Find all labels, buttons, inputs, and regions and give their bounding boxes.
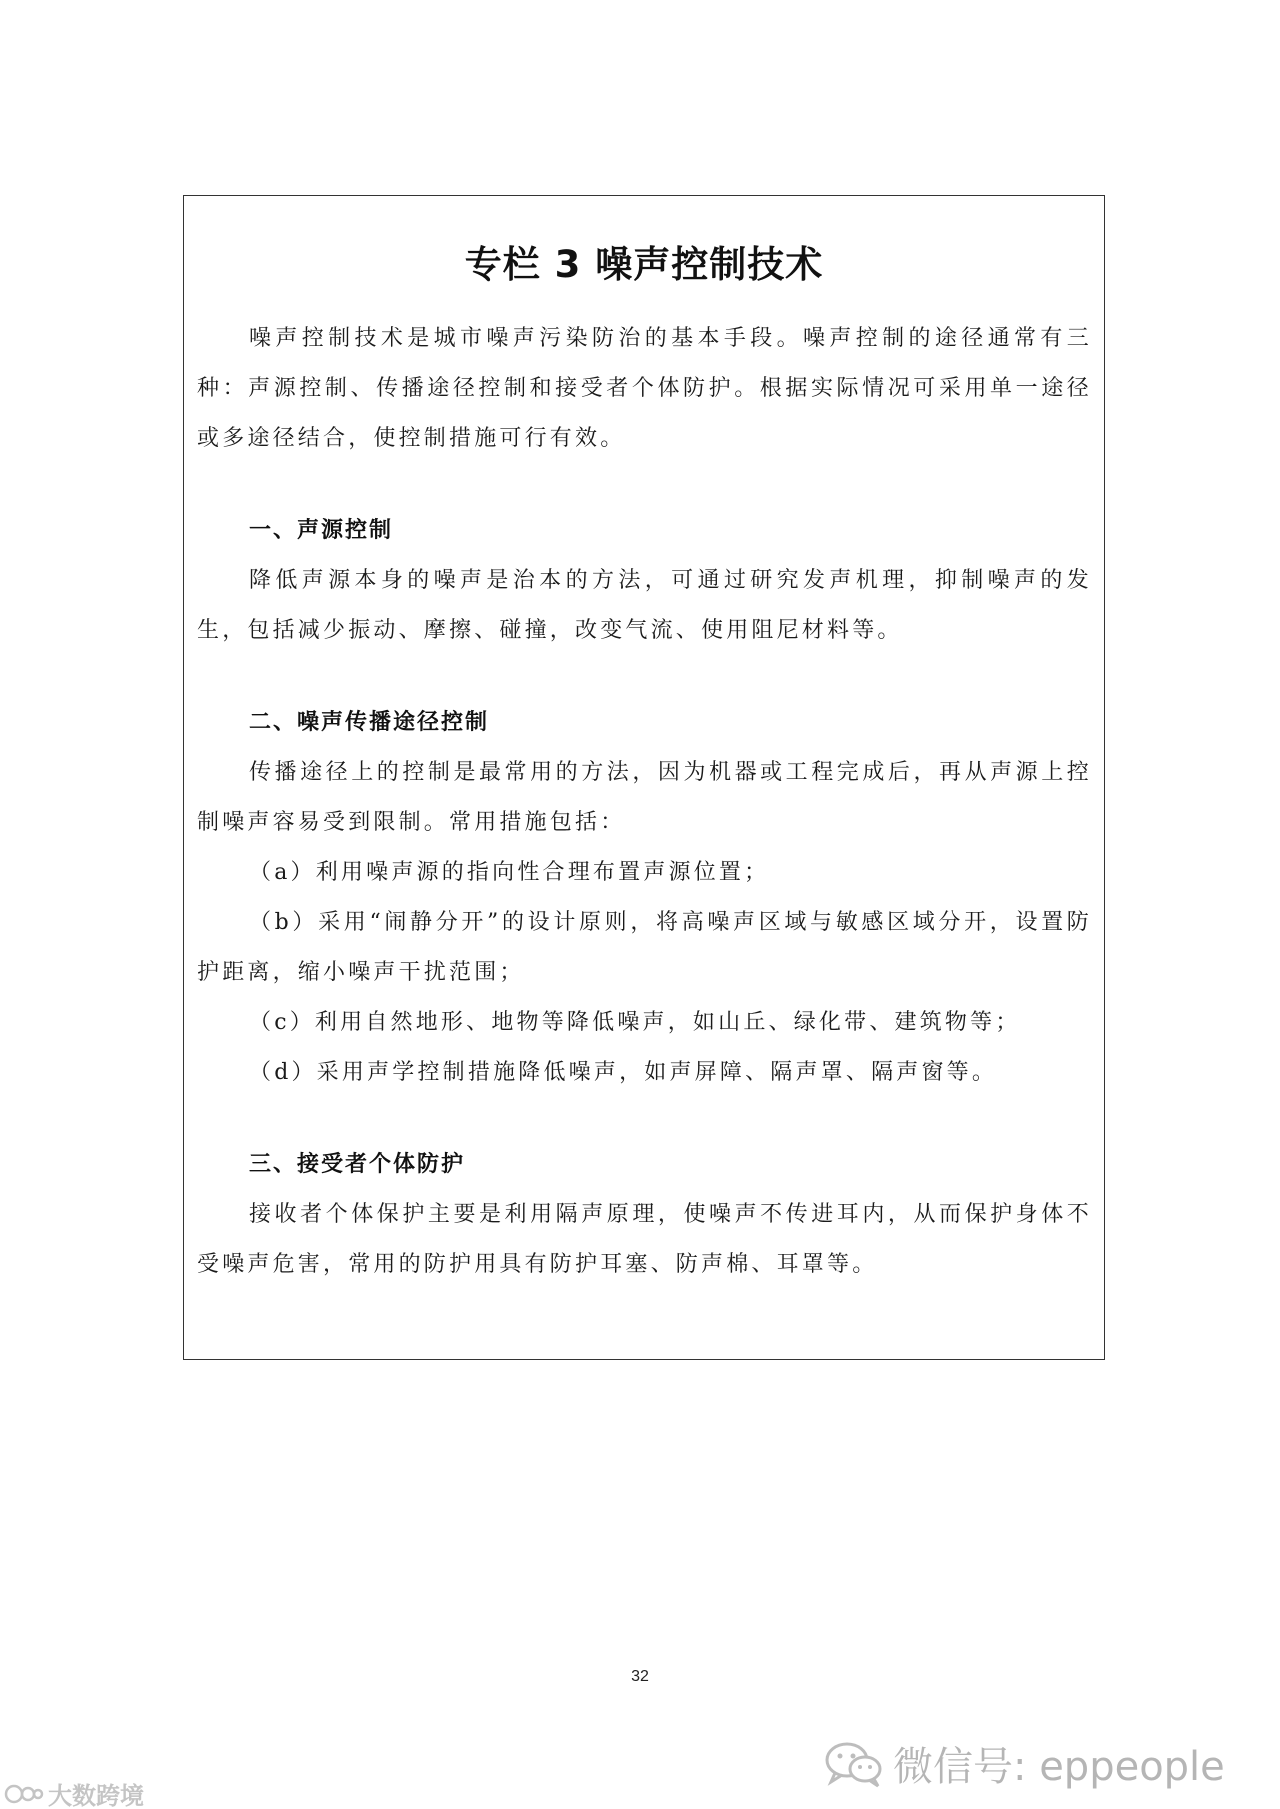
list-item: （a）利用噪声源的指向性合理布置声源位置；: [249, 860, 770, 885]
section-heading-transmission-control: 二、噪声传播途径控制: [249, 710, 490, 735]
feature-box: [183, 195, 1105, 1360]
list-item: （c）利用自然地形、地物等降低噪声，如山丘、绿化带、建筑物等；: [249, 1010, 1021, 1035]
spacer: [197, 1098, 1092, 1140]
section-body-personal-protection: 接收者个体保护主要是利用隔声原理，使噪声不传进耳内，从而保护身体不受噪声危害，常用的防护用具有防护耳塞、防声棉、耳罩等。: [197, 1202, 1092, 1277]
spacer: [197, 656, 1092, 698]
box-title: 专栏 3 噪声控制技术: [464, 243, 824, 286]
box-content: [197, 314, 1092, 1290]
wechat-watermark: [825, 1735, 1225, 1792]
section-body-transmission-control: 传播途径上的控制是最常用的方法，因为机器或工程完成后，再从声源上控制噪声容易受到限制。常用措施包括：: [197, 760, 1092, 835]
logo-icon: [4, 1781, 44, 1807]
section-body-source-control: 降低声源本身的噪声是治本的方法，可通过研究发声机理，抑制噪声的发生，包括减少振动、摩擦、碰撞，改变气流、使用阻尼材料等。: [197, 568, 1092, 643]
corner-watermark: [4, 1776, 144, 1809]
section-heading-source-control: 一、声源控制: [249, 518, 394, 543]
corner-watermark-text: 大数跨境: [48, 1782, 144, 1809]
page-number: 32: [631, 1668, 649, 1685]
wechat-icon: [825, 1740, 883, 1788]
list-item: （d）采用声学控制措施降低噪声，如声屏障、隔声罩、隔声窗等。: [249, 1060, 998, 1085]
intro-paragraph: 噪声控制技术是城市噪声污染防治的基本手段。噪声控制的途径通常有三种：声源控制、传播途径控制和接受者个体防护。根据实际情况可采用单一途径或多途径结合，使控制措施可行有效。: [197, 326, 1092, 451]
wechat-id-text: 微信号: eppeople: [893, 1744, 1225, 1790]
spacer: [197, 464, 1092, 506]
list-item: （b）采用“闹静分开”的设计原则，将高噪声区域与敏感区域分开，设置防护距离，缩小噪声干扰范围；: [197, 910, 1092, 985]
section-heading-personal-protection: 三、接受者个体防护: [249, 1152, 466, 1177]
